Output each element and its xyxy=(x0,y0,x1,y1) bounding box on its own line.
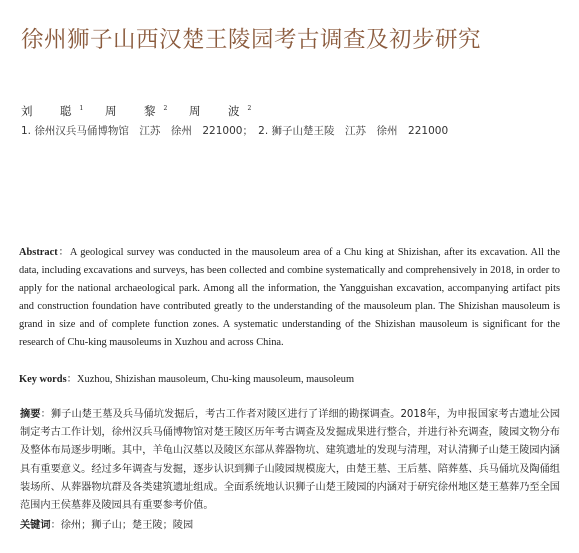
abstract-chinese: 摘要：狮子山楚王墓及兵马俑坑发掘后，考古工作者对陵区进行了详细的勘探调查。2018年，为申报国家考古遗址公园制定考古工作计划，徐州汉兵马俑博物馆对楚王陵区历年考古调查及发掘成果进行整合，并进行补充调查，陵园文物分布及整体布局逐步明晰。其中，羊龟山汉墓以及陵区东部从葬器物坑、建筑遗址的发现与清理，对认清狮子山楚王陵园内涵具有重要意义。经过多年调查与发掘，逐步认识到狮子山陵园规模庞大，由楚王墓、王后墓、陪葬墓、兵马俑坑及陶俑组装场所、从葬器物坑群及各类建筑遗址组成。全面系统地认识狮子山楚王陵园的内涵对于研究徐州地区楚王墓葬乃至全国范围内王侯墓葬及陵园具有重要参考价值。 xyxy=(20,409,561,512)
abstract-english: Abstract：A geological survey was conducted in the mausoleum area of a Chu king at Shizishan, after its excavation. All the data, including excavations and surveys, has been collected and combine systematically and comprehensively in 2018, in order to apply for the national archaeological park. Among all the information, the Yangguishan excavation, accompanying artifact pits and construction foundation have contributed greatly to the understanding of the mausoleum plan. The Shizishan mausoleum is grand in size and of complete function zones. A systematic understanding of the Shizishan mausoleum is significant for the research of Chu-king mausoleums in Xuzhou and across China. xyxy=(19,247,561,349)
keywords-zh-text: 徐州；狮子山；楚王陵；陵园 xyxy=(60,520,194,531)
abstract-text: A geological survey was conducted in the mausoleum area of a Chu king at Shizishan, after its excavation. All the data, including excavations and surveys, has been collected and combine systematically and comprehensively in 2018, in order to apply for the national archaeological park. Among all the information, the Yangguishan excavation, accompanying artifact pits and construction foundation have contributed greatly to the understanding of the mausoleum plan. The Shizishan mausoleum is grand in size and of complete function zones. A systematic understanding of the Shizishan mausoleum is significant for the research of Chu-king mausoleums in Xuzhou and across China. xyxy=(19,247,561,349)
paper-title: 徐州狮子山西汉楚王陵园考古调查及初步研究 xyxy=(21,27,482,53)
author-2: 周 黎$^2$ xyxy=(104,104,168,118)
abstract-zh-label: 摘要 xyxy=(20,409,41,420)
author-1: 刘 聪$^1$ xyxy=(21,104,84,118)
abstract-zh-text: 狮子山楚王墓及兵马俑坑发掘后，考古工作者对陵区进行了详细的勘探调查。2018年，为申报国家考古遗址公园制定考古工作计划，徐州汉兵马俑博物馆对楚王陵区历年考古调查及发掘成果进行整合，并进行补充调查，陵园文物分布及整体布局逐步明晰。其中，羊龟山汉墓以及陵区东部从葬器物坑、建筑遗址的发现与清理，对认清狮子山楚王陵园内涵具有重要意义。经过多年调查与发掘，逐步认识到狮子山陵园规模庞大，由楚王墓、王后墓、陪葬墓、兵马俑坑及陶俑组装场所、从葬器物坑群及各类建筑遗址组成。全面系统地认识狮子山楚王陵园的内涵对于研究徐州地区楚王墓葬乃至全国范围内王侯墓葬及陵园具有重要参考价值。 xyxy=(20,409,561,512)
author-list xyxy=(21,103,269,119)
keywords-english: Key words：Xuzhou, Shizishan mausoleum, Chu-king mausoleum, mausoleum xyxy=(19,374,355,385)
keywords-label: Key words xyxy=(19,374,67,385)
abstract-label: Abstract xyxy=(19,247,58,258)
affiliations: 1. 徐州汉兵马俑博物馆 江苏 徐州 221000； 2. 狮子山楚王陵 江苏 徐州 221000 xyxy=(21,125,449,137)
keywords-chinese: 关键词：徐州；狮子山；楚王陵；陵园 xyxy=(20,520,194,531)
keywords-text: Xuzhou, Shizishan mausoleum, Chu-king mausoleum, mausoleum xyxy=(77,374,355,385)
author-3: 周 波$^2$ xyxy=(188,104,252,118)
keywords-zh-label: 关键词 xyxy=(20,520,51,531)
